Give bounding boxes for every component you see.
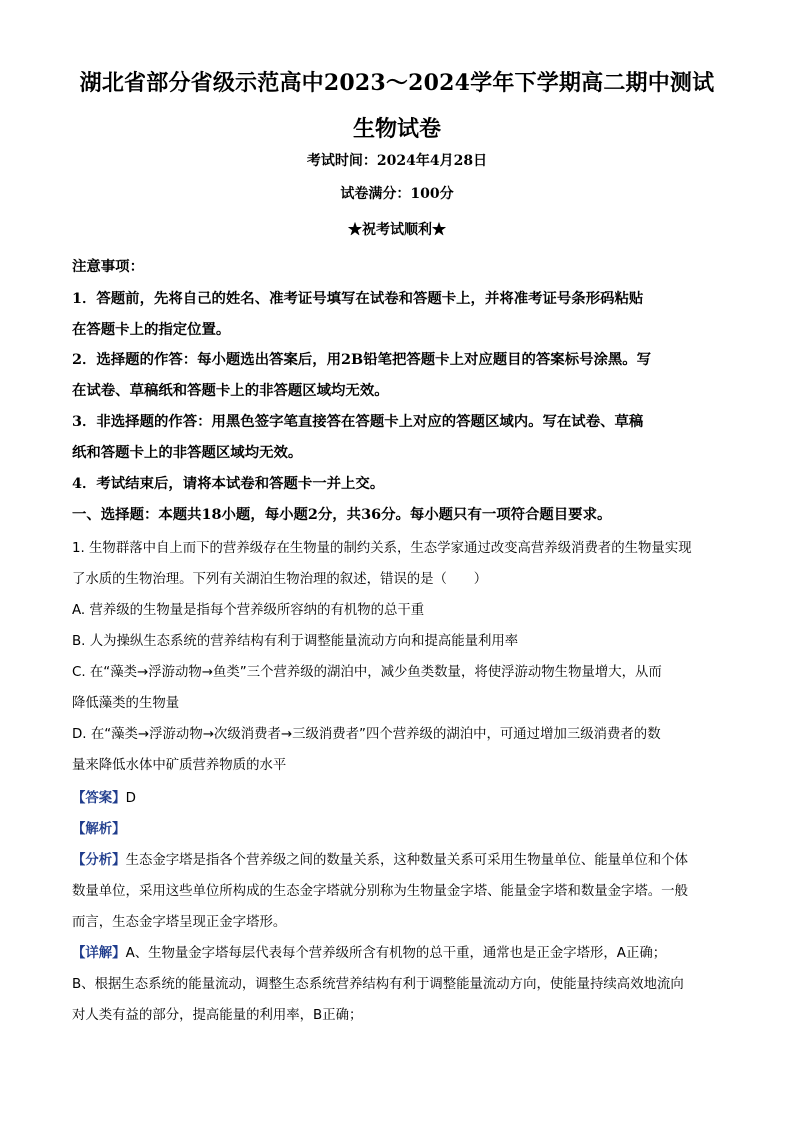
fenxi-tag: 【分析】 xyxy=(72,853,126,868)
exam-title: 湖北省部分省级示范高中2023～2024学年下学期高二期中测试 xyxy=(79,70,715,96)
option-c-line-2: 降低藻类的生物量 xyxy=(72,696,180,711)
option-d-line-2: 量来降低水体中矿质营养物质的水平 xyxy=(72,758,287,773)
answer-line xyxy=(72,787,732,806)
notice-heading: 注意事项： xyxy=(72,258,144,275)
fenxi-line-1 xyxy=(72,849,732,868)
answer-value: D xyxy=(125,791,136,806)
notice-item-3b: 纸和答题卡上的非答题区域均无效。 xyxy=(72,444,303,461)
exam-subject: 生物试卷 xyxy=(352,116,441,142)
notice-item-4: 4．考试结束后，请将本试卷和答题卡一并上交。 xyxy=(72,475,385,492)
wish-line: ★祝考试顺利★ xyxy=(348,222,446,238)
answer-tag: 【答案】 xyxy=(72,791,126,806)
section-heading: 一、选择题：本题共18小题，每小题2分，共36分。每小题只有一项符合题目要求。 xyxy=(72,506,612,523)
option-d-line-1: D. 在“藻类→浮游动物→次级消费者→三级消费者”四个营养级的湖泊中，可通过增加三级消费者的数 xyxy=(72,727,661,742)
exam-time: 考试时间：2024年4月28日 xyxy=(306,153,488,169)
notice-item-3a: 3．非选择题的作答：用黑色签字笔直接答在答题卡上对应的答题区域内。写在试卷、草稿 xyxy=(72,413,644,430)
analysis-tag: 【解析】 xyxy=(72,822,126,837)
xiangjie-line-1 xyxy=(72,942,732,961)
analysis-line xyxy=(72,818,732,837)
notice-item-2b: 在试卷、草稿纸和答题卡上的非答题区域均无效。 xyxy=(72,382,389,399)
notice-item-1b: 在答题卡上的指定位置。 xyxy=(72,321,231,338)
xiangjie-text-1: A、生物量金字塔每层代表每个营养级所含有机物的总干重，通常也是正金字塔形，A正确； xyxy=(125,946,667,961)
xiangjie-line-2: B、根据生态系统的能量流动，调整生态系统营养结构有利于调整能量流动方向，使能量持续高效地流向 xyxy=(72,977,684,992)
fenxi-line-3: 而言，生态金字塔呈现正金字塔形。 xyxy=(72,915,287,930)
xiangjie-tag: 【详解】 xyxy=(72,946,126,961)
notice-item-1a: 1．答题前，先将自己的姓名、准考证号填写在试卷和答题卡上，并将准考证号条形码粘贴 xyxy=(72,290,644,307)
fenxi-text-1: 生态金字塔是指各个营养级之间的数量关系，这种数量关系可采用生物量单位、能量单位和个体 xyxy=(125,853,688,868)
notice-item-2a: 2．选择题的作答：每小题选出答案后，用2B铅笔把答题卡上对应题目的答案标号涂黑。写 xyxy=(72,351,652,368)
question-1-stem-line-2: 了水质的生物治理。下列有关湖泊生物治理的叙述，错误的是（ ） xyxy=(72,572,488,587)
xiangjie-line-3: 对人类有益的部分，提高能量的利用率，B正确； xyxy=(72,1008,363,1023)
fenxi-line-2: 数量单位，采用这些单位所构成的生态金字塔就分别称为生物量金字塔、能量金字塔和数量金字塔。一般 xyxy=(72,884,688,899)
question-1-stem-line-1: 1. 生物群落中自上而下的营养级存在生物量的制约关系，生态学家通过改变高营养级消费者的生物量实现 xyxy=(72,541,692,556)
full-score: 试卷满分：100分 xyxy=(340,186,454,202)
option-c-line-1: C. 在“藻类→浮游动物→鱼类”三个营养级的湖泊中，减少鱼类数量，将使浮游动物生物量增大，从而 xyxy=(72,665,662,680)
option-a: A. 营养级的生物量是指每个营养级所容纳的有机物的总干重 xyxy=(72,603,425,618)
option-b: B. 人为操纵生态系统的营养结构有利于调整能量流动方向和提高能量利用率 xyxy=(72,634,519,649)
